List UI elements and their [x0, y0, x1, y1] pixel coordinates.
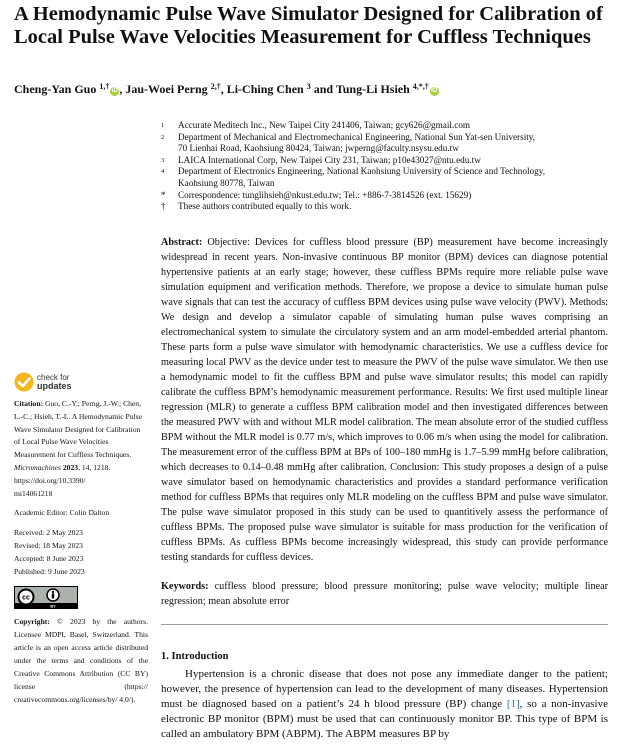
- academic-editor: Academic Editor: Colin Dalton: [14, 508, 110, 518]
- abstract-label: Abstract:: [161, 237, 203, 248]
- paper-title: A Hemodynamic Pulse Wave Simulator Designed for Calibration of Local Pulse Wave Velocities Measurement for Cuffless Techniques: [14, 3, 603, 48]
- author-affil-marks: 4,*,†: [412, 82, 429, 91]
- svg-text:BY: BY: [50, 603, 56, 609]
- affiliation-item: 3 LAICA International Corp, New Taipei City 231, Taiwan; p10e43027@ntu.edu.tw: [161, 154, 481, 165]
- introduction-paragraph: Hypertension is a chronic disease that does not pose any immediate danger to the patient; however, the presence of hypertension can lead to the development of many diseases. Hypertension must be diagnosed based on a patient’s 24 h blood pressure (BP) change [1], so a non-invasive electronic BP monitor (BPM) must be used that can continuously monitor BP. This type of BPM is called an ambulatory BPM (ABPM). The ABPM measures BP by: [161, 668, 608, 740]
- author-list: Cheng-Yan Guo $^{1,\dagger}$ iD , Jau-Woei Perng $^{2,\dagger}$, Li-Ching Chen $^3$ and Tung-Li Hsieh $^{4,*,\dagger}$ iD: [14, 82, 438, 96]
- affiliation-item: 2 Department of Mechanical and Electromechanical Engineering, National Sun Yat-sen University, 70 Lienhai Road, Kaohsiung 80424, Taiwan; jwperng@faculty.nsysu.edu.tw: [161, 131, 536, 154]
- keywords-text: cuffless blood pressure; blood pressure monitoring; pulse wave velocity; multiple linear regression; mean absolute error: [161, 581, 609, 607]
- date-published: Published: 9 June 2023: [14, 566, 85, 576]
- correspondence-item: * Correspondence: tunglihsieh@nkust.edu.tw; Tel.: +886-7-3814526 (ext. 15629): [161, 189, 472, 200]
- date-received: Received: 2 May 2023: [14, 528, 83, 538]
- svg-text:cc: cc: [22, 594, 30, 602]
- author-name[interactable]: Cheng-Yan Guo: [14, 82, 97, 96]
- author-affil-marks: 2,†: [210, 82, 221, 91]
- equal-contribution-note: † These authors contributed equally to this work.: [161, 201, 352, 212]
- keywords-label: Keywords:: [161, 581, 209, 592]
- citation: Citation: Guo, C.-Y.; Perng, J.-W.; Chen, L.-C.; Hsieh, T.-L. A Hemodynamic Pulse Wave Simulator Designed for Calibration of Local Pulse Wave Velocities Measurement for Cuffless Techniques. Micromachines 2023, 14, 1218. https://doi.org/10.3390/ mi14061218: [14, 399, 142, 498]
- date-accepted: Accepted: 8 June 2023: [14, 553, 84, 563]
- doi-link[interactable]: https://doi.org/10.3390/ mi14061218: [14, 475, 86, 498]
- check-for-updates-button[interactable]: check for updates: [14, 370, 148, 394]
- abstract-text: Objective: Devices for cuffless blood pressure (BP) measurement have become increasingly widespread in recent years. Non-invasive continuous BP monitor (BPM) devices can diagnose potential hypertensive patients at an early stage; however, these cuffless BPMs require more reliable pulse wave simulation equipment and verification methods. Therefore, we propose a device to simulate human pulse wave signals that can test the accuracy of cuffless BPM devices using pulse wave velocity (PWV). Methods: We design and develop a simulator capable of simulating human pulse waves comprising an electromechanical system to simulate the circulatory system and an arm model-embedded arterial phantom. These parts form a pulse wave simulator with hemodynamic characteristics. We use a cuffless device for measuring local PWV as the device under test to measure the PWV of the pulse wave simulator. We then use a hemodynamic model to fit the cuffless BPM and pulse wave simulator results; this model can rapidly calibrate the cuffless BPM’s hemodynamic measurement performance. Results: We first used multiple linear regression (MLR) to generate a cuffless BPM calibration model and then investigated differences between the measured PWV with and without MLR model calibration. The mean absolute error of the studied cuffless BPM without the MLR model is 0.77 m/s, which improves to 0.06 m/s when using the model for calibration. The measurement error of the cuffless BPM at BPs of 100–180 mmHg is 1.7–5.99 mmHg before calibration, which decreases to 0.14–0.48 mmHg after calibration. Conclusion: This study proposes a design of a pulse wave simulator based on hemodynamic characteristics and provides a standard performance verification method for cuffless BPMs that requires only MLR modeling on the cuffless BPM and pulse wave simulator. The pulse wave simulator proposed in this study can be used to quantitively assess the performance of cuffless BPMs. The proposed pulse wave simulator is suitable for mass production for the verification of cuffless BPMs. As cuffless BPMs become increasingly widespread, this study can provide performance testing standards for cuffless devices.: [161, 237, 608, 563]
- affiliation-item: 4 Department of Electronics Engineering, National Kaohsiung University of Science and Technology, Kaohsiung 80778, Taiwan: [161, 166, 546, 188]
- check-updates-icon: [14, 372, 34, 392]
- cc-by-license-badge[interactable]: [14, 586, 78, 609]
- orcid-icon[interactable]: iD: [111, 88, 118, 94]
- author-name[interactable]: Li-Ching Chen: [226, 82, 304, 96]
- section-divider: [161, 624, 608, 625]
- section-heading: 1. Introduction: [161, 651, 229, 662]
- orcid-icon[interactable]: iD: [431, 88, 438, 94]
- author-affil-marks: 3: [306, 82, 311, 91]
- affiliation-item: 1 Accurate Meditech Inc., New Taipei City 241406, Taiwan; gcy626@gmail.com: [161, 120, 471, 130]
- keywords: [161, 580, 608, 609]
- abstract: [161, 235, 608, 565]
- reference-link[interactable]: [1]: [506, 698, 520, 710]
- author-affil-marks: 1,†: [99, 82, 110, 91]
- affiliations: [161, 120, 611, 213]
- copyright-notice: Copyright: © 2023 by the authors. Licensee MDPI, Basel, Switzerland. This article is an open access article distributed under the terms and conditions of the Creative Commons Attribution (CC BY) license (https:// creativecommons.org/licenses/by/ 4.0/).: [14, 617, 148, 705]
- author-name[interactable]: Tung-Li Hsieh: [335, 82, 410, 96]
- date-revised: Revised: 18 May 2023: [14, 540, 83, 550]
- article-sidebar: [14, 370, 148, 706]
- author-name[interactable]: Jau-Woei Perng: [125, 82, 208, 96]
